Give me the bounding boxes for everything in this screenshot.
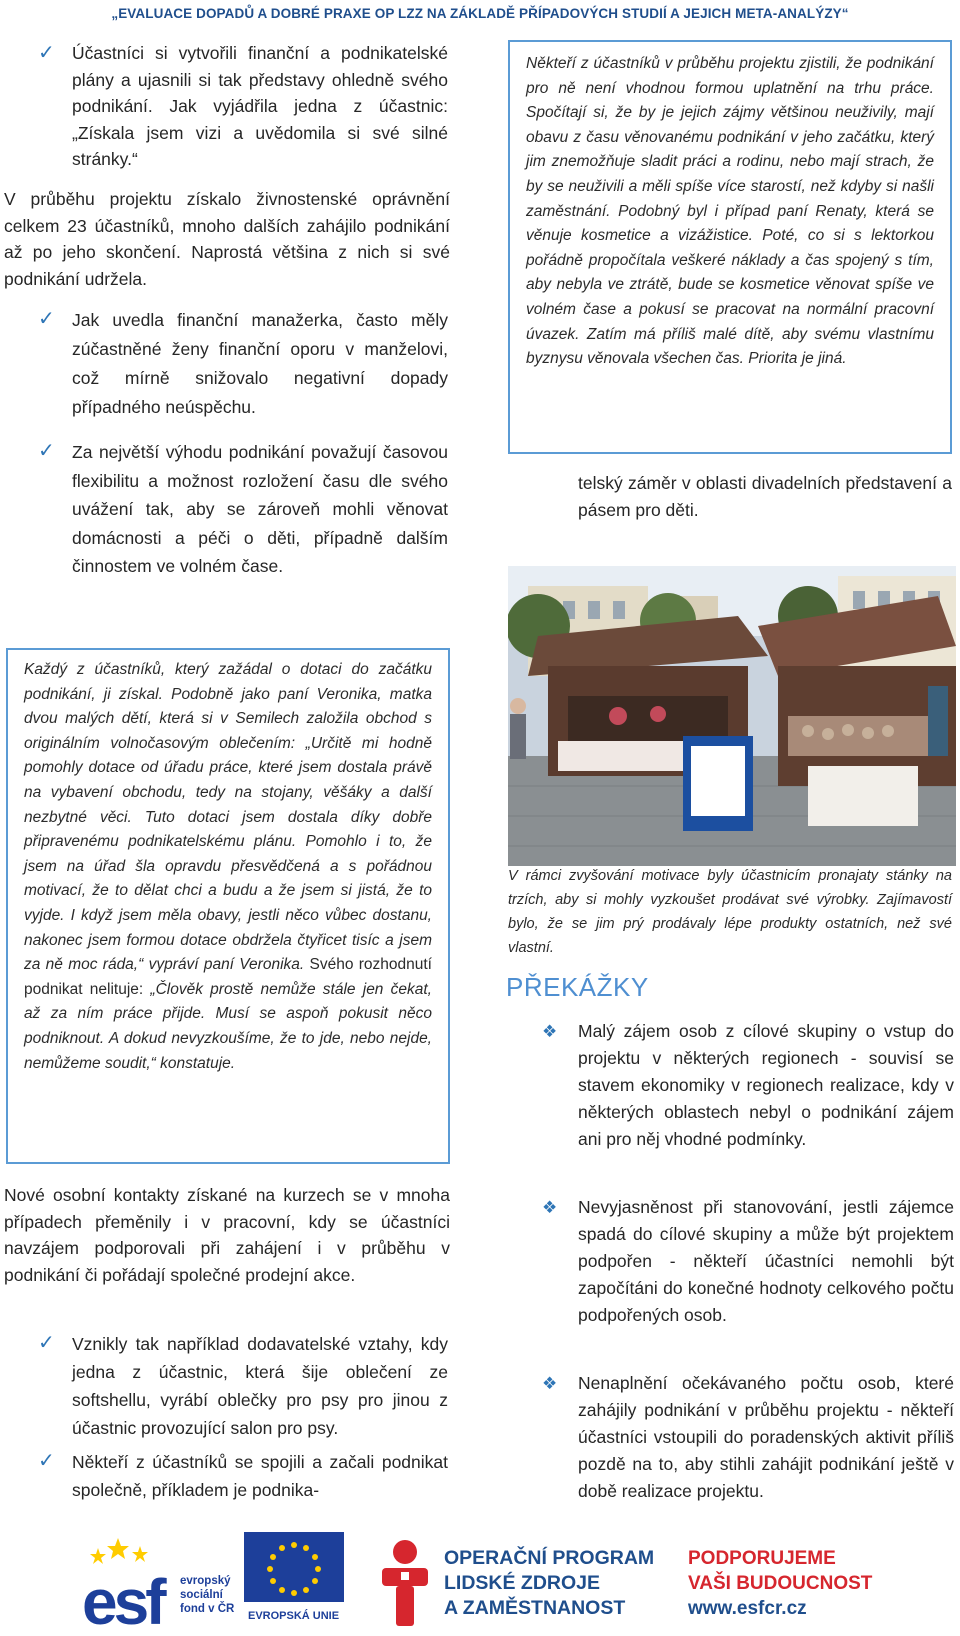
diamond-bullet-icon: ❖: [542, 1022, 558, 1041]
paragraph: Nové osobní kontakty získané na kurzech se v mnoha případech přeměnily i v pracovní, kdy se účastníci navzájem podporovali při zahájení i v průběhu v podnikání či pořádají společné prodejní akce.: [4, 1185, 450, 1285]
bullet-item: [542, 1194, 954, 1329]
case-study-box: [508, 40, 952, 454]
esf-label-line: evropský: [180, 1575, 231, 1587]
op-title-line: A ZAMĚSTNANOST: [444, 1597, 626, 1619]
checklist-text: Účastníci si vytvořili finanční a podnikatelské plány a ujasnili si tak představy ohledně svého podnikání. Jak vyjádřila jedna z účastnic: „Získala jsem vizi a uvědomila si své silné stránky.“: [72, 43, 448, 169]
slogan-line: VAŠI BUDOUCNOST: [688, 1573, 873, 1594]
esf-label-line: sociální: [180, 1589, 223, 1601]
checklist-item: [38, 1448, 448, 1504]
bullet-text: Nevyjasněnost při stanovování, jestli zájemce spadá do cílové skupiny a může být projektem podpořen - někteří účastníci nemohli být započítáni do konečné hodnoty celkového počtu podpořených osob.: [578, 1197, 954, 1325]
op-lzz-logo-icon: [374, 1538, 436, 1628]
bullet-item: [542, 1018, 954, 1153]
paragraph-continued: telský záměr v oblasti divadelních představení a pásem pro děti.: [578, 473, 952, 520]
checklist-text: Jak uvedla finanční manažerka, často měly zúčastněné ženy finanční oporu v manželovi, což mírně snižovalo negativní dopady případného neúspěchu.: [72, 310, 448, 417]
box-text-italic: Někteří z účastníků v průběhu projektu zjistili, že podnikání pro ně není vhodnou formou uplatnění na trhu práce. Spočítají si, že by je jejich zájmy většinou neuživily, mají obavu z času věnovanému podnikání v jeho začátku, který jim znemožňuje sladit práci a rodinu, nebo mají strach, že by se neuživili a měli spíše více starostí, než kdyby si našli zaměstnání. Podobný byl i případ paní Renaty, která se věnuje kosmetice a vizážistice. Poté, co si s lektorkou pořádně propočítala veškeré náklady a čas spojený s tím, aby nebyla ve ztrátě, bude se kosmetice věnovat spíše ve volném čase a pokusí se pracovat na normální pracovní úvazek. Zatím má příliš malé dítě, aby svému vlastnímu byznysu věnovala všechen čas. Priorita je jiná.: [526, 55, 934, 368]
eu-label: EVROPSKÁ UNIE: [248, 1610, 340, 1622]
checkmark-icon: ✓: [38, 440, 55, 462]
section-heading: PŘEKÁŽKY: [506, 972, 649, 1002]
checklist-item: [38, 438, 448, 581]
checklist-item: [38, 1330, 448, 1442]
diamond-bullet-icon: ❖: [542, 1198, 558, 1217]
bullet-item: [542, 1370, 954, 1505]
case-study-box: [6, 648, 450, 1164]
op-title-line: LIDSKÉ ZDROJE: [444, 1572, 601, 1594]
checklist-text: Vznikly tak například dodavatelské vztahy, kdy jedna z účastnic, která šije oblečení ze softshellu, vyrábí oblečky pro psy pro jinou z účastnic provozující salon pro psy.: [72, 1334, 448, 1438]
footer-logos: [0, 1528, 960, 1633]
op-title-line: OPERAČNÍ PROGRAM: [444, 1547, 655, 1569]
slogan-line: PODPORUJEME: [688, 1548, 836, 1569]
svg-text:esf: esf: [82, 1566, 163, 1631]
photo-caption: V rámci zvyšování motivace byly účastnicím pronajaty stánky na trzích, aby si mohly vyzkoušet prodávat své výrobky. Zajímavostí bylo, že se jim prý prodávaly lépe produkty ostatních, než své vlastní.: [508, 868, 952, 956]
checklist-item: [38, 306, 448, 422]
box-text-italic: „Člověk prostě nemůže stále jen čekat, až za ním práce přijde. Musí se aspoň pokusit něco podniknout. A dokud nevyzkoušíme, že to jde, nebo nejde, nemůžeme soudit,“ konstatuje.: [24, 980, 432, 1072]
paragraph: V průběhu projektu získalo živnostenské oprávnění celkem 23 účastníků, mnoho dalších zahájilo podnikání až po jeho skončení. Naprostá většina z nich si své podnikání udržela.: [4, 189, 450, 289]
checkmark-icon: ✓: [38, 308, 55, 330]
bullet-text: Nenaplnění očekávaného počtu osob, které zahájily podnikání v průběhu projektu - někteří účastníci vstoupili do poradenských aktivit příliš pozdě na to, aby stihli zahájit podnikání ještě v době realizace projektu.: [578, 1373, 954, 1501]
esf-label-line: fond v ČR: [180, 1603, 235, 1615]
checklist-item: [38, 40, 448, 173]
checkmark-icon: ✓: [38, 1450, 55, 1472]
market-stall-photo: [508, 566, 956, 866]
bullet-text: Malý zájem osob z cílové skupiny o vstup do projektu v některých regionech - souvisí se stavem ekonomiky v regionech realizace, kdy v některých oblastech nebyl o podnikání zájem ani pro něj vhodné podmínky.: [578, 1021, 954, 1149]
box-text-italic: Každý z účastníků, který zažádal o dotaci do začátku podnikání, ji získal. Podobně jako paní Veronika, matka dvou malých dětí, která si v Semilech založila obchod s originálním volnočasovým oblečením: „Určitě mi hodně pomohly dotace od úřadu práce, které jsem dostala právě na vybavení obchodu, tedy na stojany, věšáky a další nezbytné věci. Tuto dotaci jsem dostala díky dobře připravenému podnikatelskému plánu. Pomohlo i to, že jsem na úřad šla opravdu přesvědčená a s pořádnou motivací, že to dělat chci a budu a že jsem si jistá, že to vyjde. I když jsem měla obavy, jestli něco vůbec dostanu, nakonec jsem formou dotace obdržela čtyřicet tisíc a jsem za ně moc ráda,“ vypráví paní Veronika.: [24, 661, 432, 974]
checklist-text: Za největší výhodu podnikání považují časovou flexibilitu a možnost rozložení času dle svého uvážení tak, aby se zároveň mohli věnovat domácnosti a péči o děti, případně dalším činnostem ve volném čase.: [72, 442, 448, 576]
checkmark-icon: ✓: [38, 1332, 55, 1354]
diamond-bullet-icon: ❖: [542, 1374, 558, 1393]
eu-flag-logo: [244, 1532, 344, 1612]
box-text-upright: Svého rozhodnutí podnikat nelituje:: [24, 956, 432, 998]
checklist-text: Někteří z účastníků se spojili a začali podnikat společně, příkladem je podnika-: [72, 1452, 448, 1500]
footer-url: www.esfcr.cz: [688, 1598, 807, 1619]
checkmark-icon: ✓: [38, 42, 55, 64]
document-header-title: „EVALUACE DOPADŮ A DOBRÉ PRAXE OP LZZ NA ZÁKLADĚ PŘÍPADOVÝCH STUDIÍ A JEJICH META-ANALÝZY“: [111, 6, 849, 21]
